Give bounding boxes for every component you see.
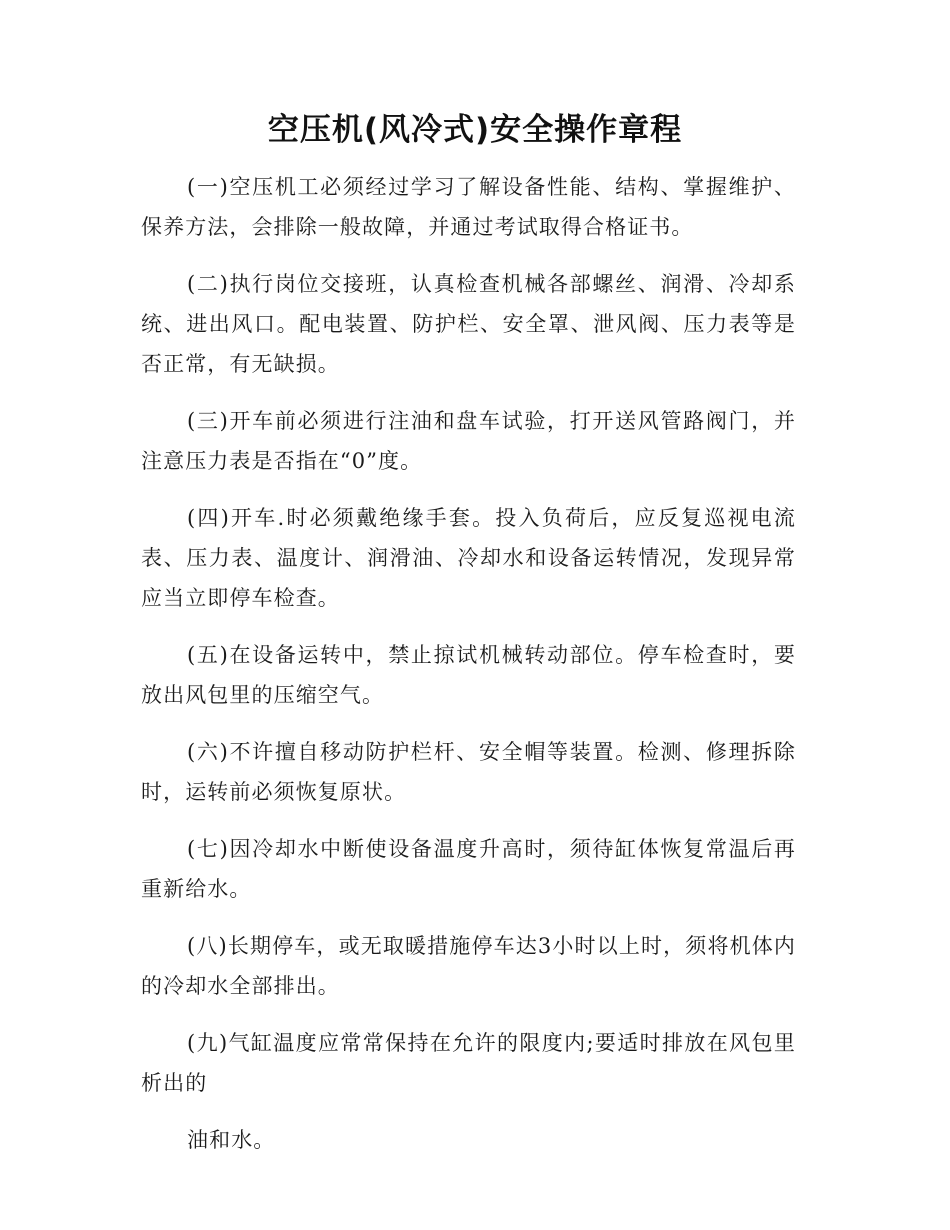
paragraph-1: (一)空压机工必须经过学习了解设备性能、结构、掌握维护、保养方法，会排除一般故障，并通过考试取得合格证书。 <box>141 175 796 239</box>
paragraph-6: (六)不许擅自移动防护栏杆、安全帽等装置。检测、修理拆除时，运转前必须恢复原状。 <box>141 740 796 804</box>
paragraph-3: (三)开车前必须进行注油和盘车试验，打开送风管路阀门，并注意压力表是否指在“0”度。 <box>141 409 796 473</box>
paragraph-7: (七)因冷却水中断使设备温度升高时，须待缸体恢复常温后再重新给水。 <box>141 837 796 901</box>
paragraph-10: 油和水。 <box>187 1128 276 1152</box>
document-title: 空压机(风冷式)安全操作章程 <box>267 112 683 148</box>
paragraph-5: (五)在设备运转中，禁止掠试机械转动部位。停车检查时，要放出风包里的压缩空气。 <box>141 643 796 707</box>
paragraph-2: (二)执行岗位交接班，认真检查机械各部螺丝、润滑、冷却系统、进出风口。配电装置、防护栏、安全罩、泄风阀、压力表等是否正常，有无缺损。 <box>141 272 796 376</box>
document-body <box>141 167 796 1177</box>
paragraph-9: (九)气缸温度应常常保持在允许的限度内;要适时排放在风包里析出的 <box>141 1031 796 1095</box>
paragraph-4: (四)开车.时必须戴绝缘手套。投入负荷后，应反复巡视电流表、压力表、温度计、润滑油、冷却水和设备运转情况，发现异常应当立即停车检查。 <box>141 506 796 610</box>
paragraph-8: (八)长期停车，或无取暖措施停车达3小时以上时，须将机体内的冷却水全部排出。 <box>141 934 796 998</box>
